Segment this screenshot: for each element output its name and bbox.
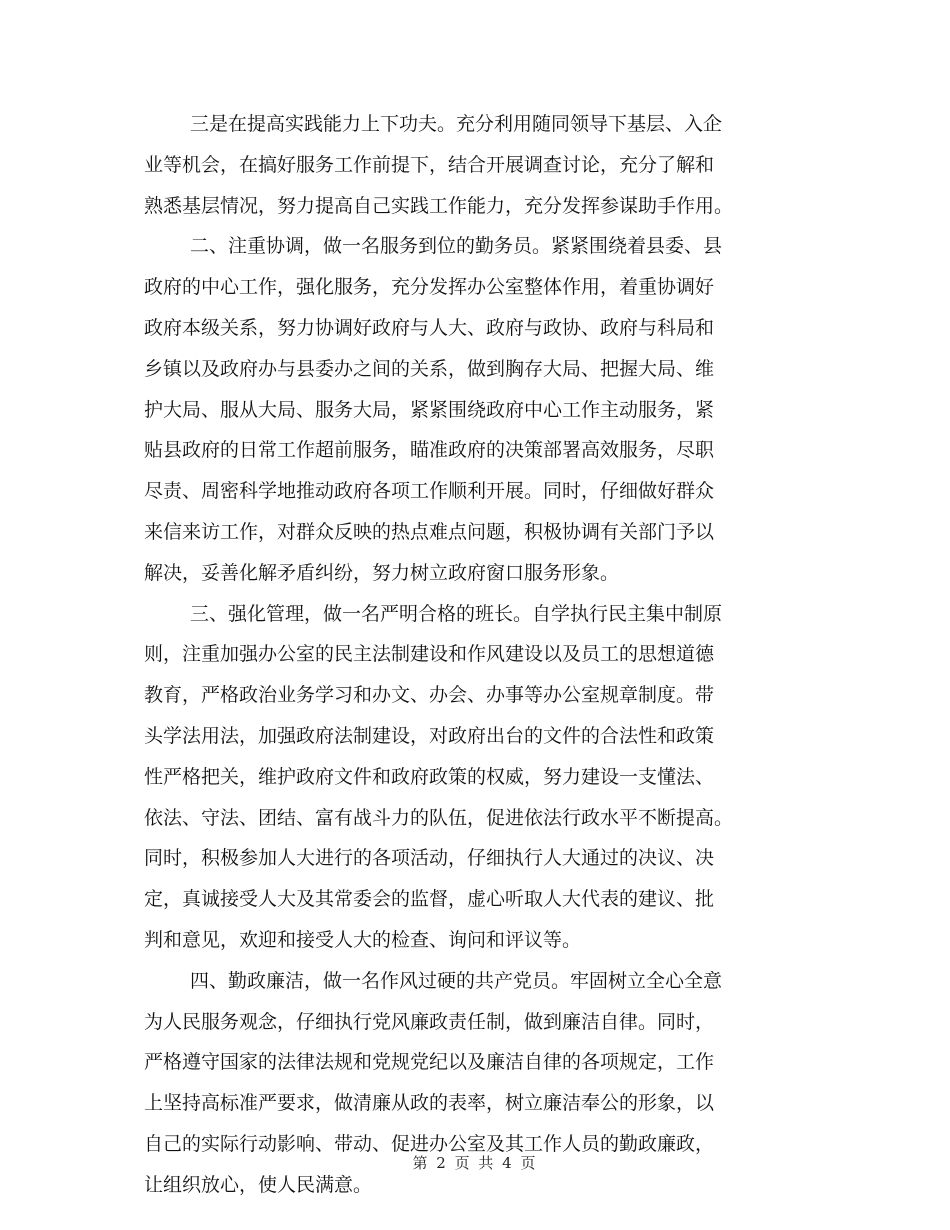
text-line: 上坚持高标准严要求，做清廉从政的表率，树立廉洁奉公的形象，以	[144, 1092, 715, 1115]
page-number-footer: 第 2 页 共 4 页	[412, 1154, 538, 1172]
text-line: 教育，严格政治业务学习和办文、办会、办事等办公室规章制度。带	[144, 684, 715, 707]
text-line: 业等机会，在搞好服务工作前提下，结合开展调查讨论，充分了解和	[144, 153, 715, 176]
text-line: 三、强化管理，做一名严明合格的班长。自学执行民主集中制原	[190, 602, 723, 625]
text-line: 自己的实际行动影响、带动、促进办公室及其工作人员的勤政廉政，	[144, 1132, 715, 1155]
text-line: 来信来访工作，对群众反映的热点难点问题，积极协调有关部门予以	[144, 520, 715, 543]
text-line: 政府本级关系，努力协调好政府与人大、政府与政协、政府与科局和	[144, 316, 715, 339]
text-line: 性严格把关，维护政府文件和政府政策的权威，努力建设一支懂法、	[144, 765, 715, 788]
text-line: 贴县政府的日常工作超前服务，瞄准政府的决策部署高效服务，尽职	[144, 439, 715, 462]
text-line: 尽责、周密科学地推动政府各项工作顺利开展。同时，仔细做好群众	[144, 480, 715, 503]
text-line: 定，真诚接受人大及其常委会的监督，虚心听取人大代表的建议、批	[144, 888, 715, 911]
text-line: 严格遵守国家的法律法规和党规党纪以及廉洁自律的各项规定，工作	[144, 1051, 715, 1074]
document-body	[144, 104, 808, 1206]
text-line: 解决，妥善化解矛盾纠纷，努力树立政府窗口服务形象。	[144, 561, 620, 584]
text-line: 同时，积极参加人大进行的各项活动，仔细执行人大通过的决议、决	[144, 847, 715, 870]
text-line: 政府的中心工作，强化服务，充分发挥办公室整体作用，着重协调好	[144, 276, 715, 299]
text-line: 头学法用法，加强政府法制建设，对政府出台的文件的合法性和政策	[144, 724, 715, 747]
text-line: 三是在提高实践能力上下功夫。充分利用随同领导下基层、入企	[190, 113, 723, 135]
text-line: 乡镇以及政府办与县委办之间的关系，做到胸存大局、把握大局、维	[144, 357, 715, 380]
text-line: 二、注重协调，做一名服务到位的勤务员。紧紧围绕着县委、县	[190, 235, 723, 258]
text-line: 让组织放心，使人民满意。	[144, 1173, 373, 1196]
text-line: 依法、守法、团结、富有战斗力的队伍，促进依法行政水平不断提高。	[144, 806, 734, 829]
text-line: 四、勤政廉洁，做一名作风过硬的共产党员。牢固树立全心全意	[190, 969, 723, 992]
text-line: 则，注重加强办公室的民主法制建设和作风建设以及员工的思想道德	[144, 643, 715, 666]
text-line: 为人民服务观念，仔细执行党风廉政责任制，做到廉洁自律。同时，	[144, 1010, 715, 1033]
text-line: 判和意见，欢迎和接受人大的检查、询问和评议等。	[144, 928, 582, 951]
text-line: 熟悉基层情况，努力提高自己实践工作能力，充分发挥参谋助手作用。	[144, 194, 734, 217]
text-line: 护大局、服从大局、服务大局，紧紧围绕政府中心工作主动服务，紧	[144, 398, 715, 421]
